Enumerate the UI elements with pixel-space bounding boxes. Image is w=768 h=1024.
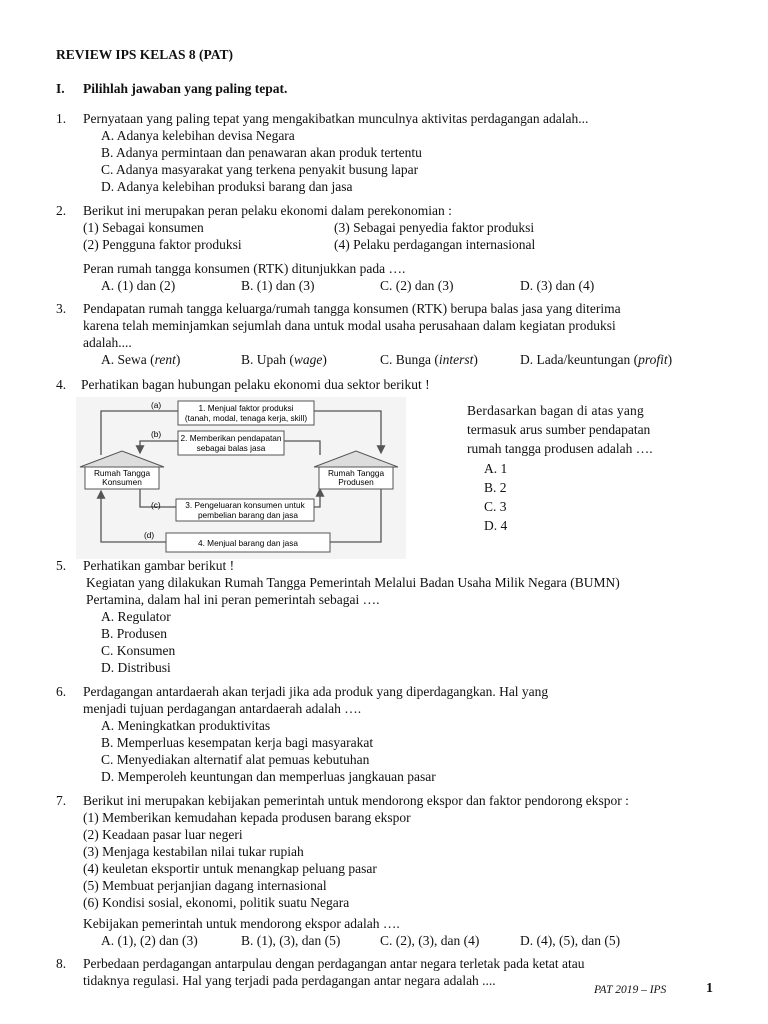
q6-option-a: A. Meningkatkan produktivitas <box>101 718 271 733</box>
tag-d: (d) <box>144 530 155 540</box>
box3-line1: 3. Pengeluaran konsumen untuk <box>185 500 305 510</box>
producer-line1: Rumah Tangga <box>327 468 385 478</box>
q3-line-2: karena telah meminjamkan sejumlah dana untuk modal usaha perusahaan dalam kegiatan produksi <box>83 318 616 333</box>
box4-text: 4. Menjual barang dan jasa <box>197 538 299 548</box>
q4-side-line-1: Berdasarkan bagan di atas yang <box>467 403 644 418</box>
q3-option-c: C. Bunga (interst) <box>380 352 478 367</box>
page-title: REVIEW IPS KELAS 8 (PAT) <box>56 47 234 62</box>
q6-number: 6. <box>56 684 67 699</box>
q3-line-3: adalah.... <box>83 335 132 350</box>
q7-option-c: C. (2), (3), dan (4) <box>380 933 480 948</box>
q4-option-b: B. 2 <box>484 480 507 495</box>
q1-option-b: B. Adanya permintaan dan penawaran akan produk tertentu <box>101 145 422 160</box>
q6-line-2: menjadi tujuan perdagangan antardaerah adalah …. <box>83 701 362 716</box>
box2-line2: sebagai balas jasa <box>196 443 266 453</box>
q8-number: 8. <box>56 956 67 971</box>
q7-item-2: (2) Keadaan pasar luar negeri <box>83 827 243 842</box>
q5-line-1: Kegiatan yang dilakukan Rumah Tangga Pemerintah Melalui Badan Usaha Milik Negara (BUMN) <box>86 575 620 590</box>
q5-text: Perhatikan gambar berikut ! <box>83 558 235 573</box>
q1-number: 1. <box>56 111 67 126</box>
q1-option-a: A. Adanya kelebihan devisa Negara <box>101 128 295 143</box>
q4-option-c: C. 3 <box>484 499 507 514</box>
q3-option-b: B. Upah (wage) <box>241 352 327 367</box>
q5-number: 5. <box>56 558 67 573</box>
q7-item-3: (3) Menjaga kestabilan nilai tukar rupiah <box>83 844 304 859</box>
q5-option-d: D. Distribusi <box>101 660 171 675</box>
q2-item-2: (2) Pengguna faktor produksi <box>83 237 242 252</box>
q7-option-a: A. (1), (2) dan (3) <box>101 933 198 948</box>
q2-item-4: (4) Pelaku perdagangan internasional <box>334 237 536 252</box>
tag-a: (a) <box>151 400 162 410</box>
q8-line-2: tidaknya regulasi. Hal yang terjadi pada perdagangan antar negara adalah .... <box>83 973 496 988</box>
q3-number: 3. <box>56 301 67 316</box>
producer-line2: Produsen <box>338 477 374 487</box>
q4-side-line-2: termasuk arus sumber pendapatan <box>467 422 651 437</box>
q3-line-1: Pendapatan rumah tangga keluarga/rumah tangga konsumen (RTK) berupa balas jasa yang diterima <box>83 301 621 316</box>
q7-option-b: B. (1), (3), dan (5) <box>241 933 341 948</box>
q1-option-d: D. Adanya kelebihan produksi barang dan jasa <box>101 179 353 194</box>
box1-line1: 1. Menjual faktor produksi <box>198 403 294 413</box>
q4-side-line-3: rumah tangga produsen adalah …. <box>467 441 653 456</box>
q7-option-d: D. (4), (5), dan (5) <box>520 933 621 948</box>
consumer-line2: Konsumen <box>102 477 142 487</box>
q6-option-d: D. Memperoleh keuntungan dan memperluas jangkauan pasar <box>101 769 436 784</box>
q4-text: Perhatikan bagan hubungan pelaku ekonomi dua sektor berikut ! <box>81 377 430 392</box>
q4-option-a: A. 1 <box>484 461 508 476</box>
q2-option-a: A. (1) dan (2) <box>101 278 176 293</box>
q2-text: Berikut ini merupakan peran pelaku ekonomi dalam perekonomian : <box>83 203 452 218</box>
q7-item-4: (4) keuletan eksportir untuk menangkap peluang pasar <box>83 861 377 876</box>
box3-line2: pembelian barang dan jasa <box>197 510 299 520</box>
section-number: I. <box>56 81 65 96</box>
section-instruction: Pilihlah jawaban yang paling tepat. <box>83 81 288 96</box>
page-number: 1 <box>706 981 713 996</box>
q3-option-a: A. Sewa (rent) <box>101 352 181 367</box>
q5-option-b: B. Produsen <box>101 626 168 641</box>
q7-prompt: Kebijakan pemerintah untuk mendorong ekspor adalah …. <box>83 916 400 931</box>
q7-item-1: (1) Memberikan kemudahan kepada produsen barang ekspor <box>83 810 411 825</box>
q1-text: Pernyataan yang paling tepat yang mengakibatkan munculnya aktivitas perdagangan adalah... <box>83 111 589 126</box>
q6-option-c: C. Menyediakan alternatif alat pemuas kebutuhan <box>101 752 370 767</box>
q7-number: 7. <box>56 793 67 808</box>
q1-option-c: C. Adanya masyarakat yang terkena penyakit busung lapar <box>101 162 419 177</box>
q2-option-c: C. (2) dan (3) <box>380 278 454 293</box>
q2-number: 2. <box>56 203 67 218</box>
q5-option-c: C. Konsumen <box>101 643 176 658</box>
q4-number: 4. <box>56 377 67 392</box>
q7-item-6: (6) Kondisi sosial, ekonomi, politik suatu Negara <box>83 895 350 910</box>
q6-option-b: B. Memperluas kesempatan kerja bagi masyarakat <box>101 735 374 750</box>
q7-item-5: (5) Membuat perjanjian dagang internasional <box>83 878 327 893</box>
q6-text: Perdagangan antardaerah akan terjadi jika ada produk yang diperdagangkan. Hal yang <box>83 684 549 699</box>
q8-line-1: Perbedaan perdagangan antarpulau dengan perdagangan antar negara terletak pada ketat atau <box>83 956 585 971</box>
q2-prompt: Peran rumah tangga konsumen (RTK) ditunjukkan pada …. <box>83 261 406 276</box>
flow-diagram-svg <box>76 397 406 559</box>
box2-line1: 2. Memberikan pendapatan <box>180 433 282 443</box>
q3-option-d: D. Lada/keuntungan (profit) <box>520 352 673 367</box>
box1-line2: (tanah, modal, tenaga kerja, skill) <box>184 413 308 423</box>
q2-option-d: D. (3) dan (4) <box>520 278 595 293</box>
footer-label: PAT 2019 – IPS <box>594 984 667 996</box>
q5-option-a: A. Regulator <box>101 609 171 624</box>
q5-line-2: Pertamina, dalam hal ini peran pemerintah sebagai …. <box>86 592 380 607</box>
tag-c: (c) <box>151 500 161 510</box>
q4-option-d: D. 4 <box>484 518 508 533</box>
tag-b: (b) <box>151 429 162 439</box>
q2-item-1: (1) Sebagai konsumen <box>83 220 204 235</box>
q2-item-3: (3) Sebagai penyedia faktor produksi <box>334 220 535 235</box>
consumer-line1: Rumah Tangga <box>93 468 151 478</box>
q7-text: Berikut ini merupakan kebijakan pemerintah untuk mendorong ekspor dan faktor pendorong ekspor : <box>83 793 629 808</box>
q2-option-b: B. (1) dan (3) <box>241 278 315 293</box>
economic-flow-diagram <box>76 397 406 559</box>
